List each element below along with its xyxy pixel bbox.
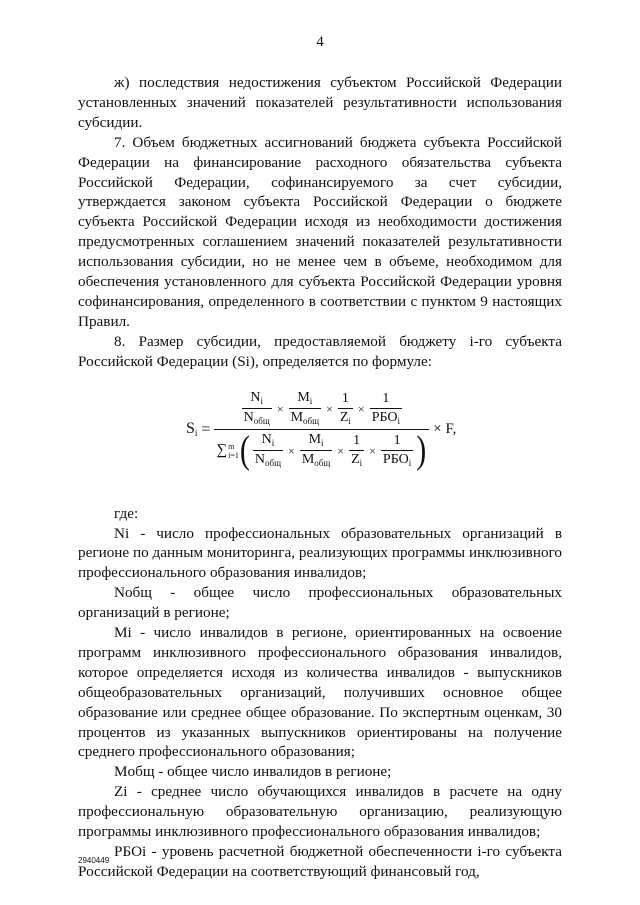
- formula-main-fraction: [214, 390, 429, 472]
- definition-mobsh: Mобщ - общее число инвалидов в регионе;: [114, 763, 392, 781]
- document-code: 2940449: [78, 856, 110, 865]
- paragraph-zh: ж) последствия недостижения субъектом Российской Федерации установленных значений показателей результативности использования субсидии.: [78, 74, 562, 131]
- page-number: 4: [316, 34, 324, 50]
- where-label: где:: [114, 504, 139, 522]
- paragraph-7: 7. Объем бюджетных ассигнований бюджета субъекта Российской Федерации на финансирование расходного обязательства субъекта Российской Федерации, софинансируемого за счет субсидии, утверждается законом субъекта Российской Федерации о бюджете субъекта Российской Федерации исходя из необходимости достижения предусмотренных соглашением значений показателей результативности использования субсидии, но не менее чем в объеме, необходимом для обеспечения установленного для субъекта Российской Федерации уровня софинансирования, определенного в соответствии с пунктом 9 настоящих Правил.: [78, 133, 562, 330]
- definition-ni: Ni - число профессиональных образовательных организаций в регионе по данным мониторинга, реализующих программы инклюзивного профессионального образования инвалидов;: [78, 524, 562, 582]
- definition-rbo: РБОi - уровень расчетной бюджетной обеспеченности i-го субъекта Российской Федерации на соответствующий финансовый год,: [78, 843, 562, 880]
- formula-numerator: $N_i$ $N_{общ}$ × $M_i$ $M_{общ}$ × 1 $Z_i$ × 1 $РБО_i$: [243, 390, 401, 427]
- definition-nobsh: Nобщ - общее число профессиональных образовательных организаций в регионе;: [78, 584, 562, 622]
- formula-equals: =: [201, 420, 211, 438]
- formula-denominator: ∑ m i=1 ( $N_i$ $N_{общ}$ × $M_i$ $M_{общ}$ × 1 $Z_i$ × 1 $РБО_i$ ): [216, 428, 427, 472]
- formula-tail: × F,: [433, 421, 457, 438]
- subsidy-formula: [78, 376, 562, 484]
- document-body: [78, 73, 562, 882]
- sum-symbol: ∑ m i=1: [216, 441, 239, 460]
- definition-mi: Mi - число инвалидов в регионе, ориентированных на освоение программ инклюзивного профессионального образования инвалидов, которое определяется исходя из количества инвалидов - выпускников общеобразовательных организаций, получивших основное общее образование или среднее общее образование. По экспертным оценкам, 30 процентов из указанных выпускников ориентированы на получение среднего профессионального образования;: [78, 624, 562, 761]
- paragraph-8: 8. Размер субсидии, предоставляемой бюджету i-го субъекта Российской Федерации (Si), определяется по формуле:: [78, 332, 562, 370]
- definition-zi: Zi - среднее число обучающихся инвалидов в расчете на одну профессиональную образовательную организацию, реализующую программы инклюзивного профессионального образования инвалидов;: [78, 783, 562, 841]
- formula-lhs: $S_i$: [186, 420, 198, 439]
